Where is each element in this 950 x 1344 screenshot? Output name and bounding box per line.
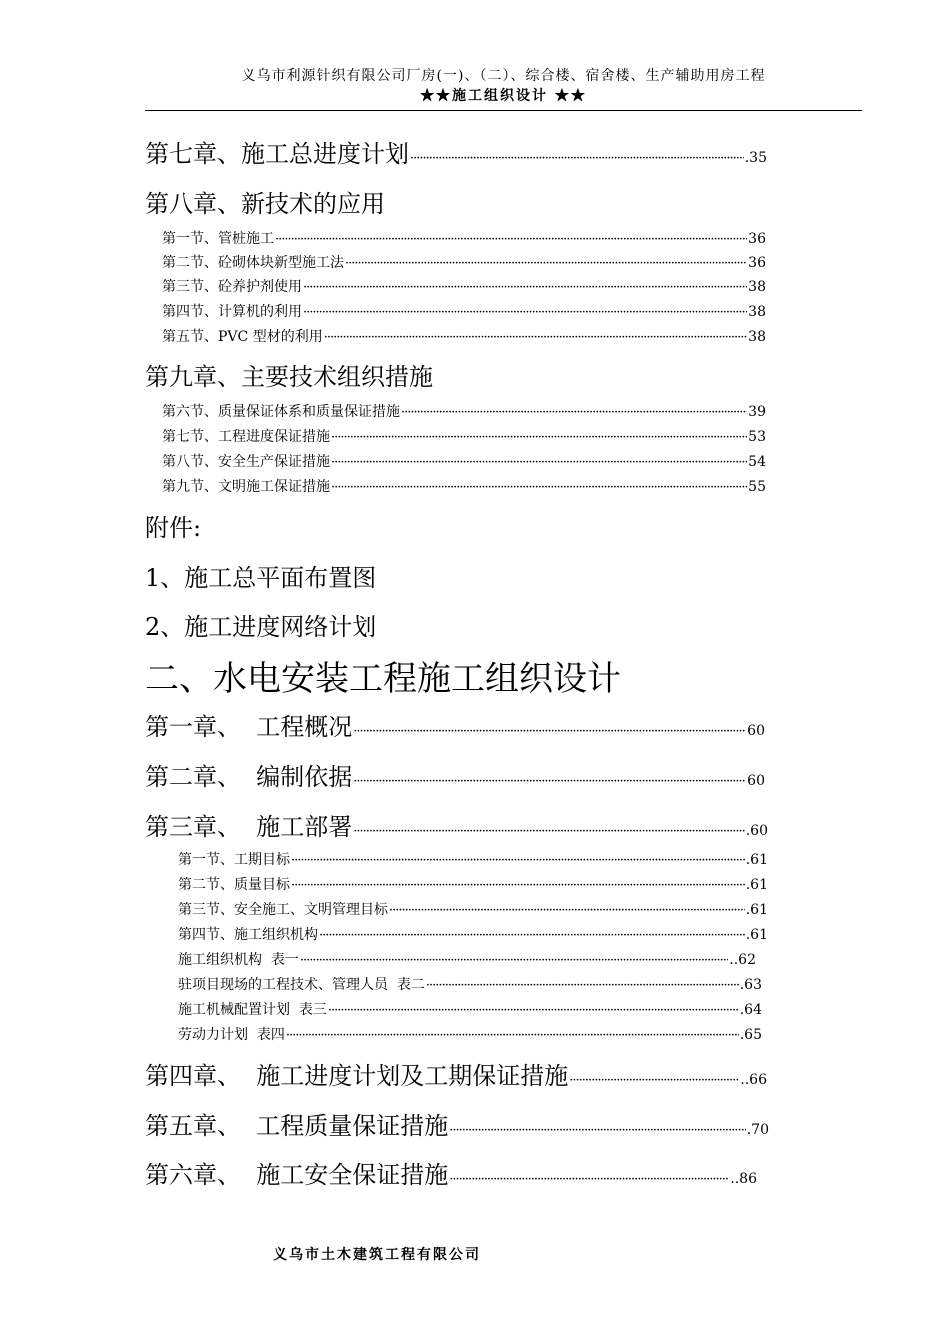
toc-leader [353, 774, 746, 789]
page-header [145, 66, 862, 106]
toc-label: 施工组织机构 表一 [178, 952, 299, 968]
toc-leader [569, 1073, 739, 1088]
toc-leader [331, 480, 747, 495]
toc-leader [291, 878, 745, 893]
toc-chapter-4[interactable] [145, 1056, 767, 1091]
toc-chapter-5[interactable] [145, 1106, 769, 1141]
toc-label: 施工机械配置计划 表三 [178, 1002, 327, 1018]
toc-page: ..66 [740, 1072, 767, 1088]
toc-page: 36 [748, 255, 766, 271]
toc-page: 55 [748, 479, 766, 495]
toc-section[interactable] [162, 426, 766, 446]
toc-label: 第五章、 工程质量保证措施 [145, 1112, 449, 1140]
toc-leader [353, 824, 744, 839]
toc-page: .70 [746, 1122, 769, 1138]
toc-page: 60 [747, 723, 765, 739]
toc-label: 第二节、砼砌体块新型施工法 [162, 255, 344, 271]
toc-label: 第六章、 施工安全保证措施 [145, 1161, 449, 1189]
toc-chapter-3[interactable] [145, 807, 768, 842]
toc-leader [331, 430, 747, 445]
toc-section[interactable] [178, 849, 768, 869]
toc-label: 驻项目现场的工程技术、管理人员 表二 [178, 977, 425, 993]
attachment-item[interactable]: 2、施工进度网络计划 [145, 613, 377, 641]
toc-label: 第三节、安全施工、文明管理目标 [178, 902, 388, 918]
toc-section[interactable] [162, 476, 766, 496]
toc-leader [328, 1003, 739, 1018]
toc-page: ..62 [729, 952, 756, 968]
header-doc-title: ★★施工组织设计 ★★ [420, 88, 587, 104]
toc-page: .35 [744, 150, 767, 166]
header-divider [145, 110, 862, 111]
toc-page: .61 [745, 902, 768, 918]
toc-section[interactable] [162, 451, 766, 471]
toc-label: 第四节、施工组织机构 [178, 927, 318, 943]
toc-page: 38 [748, 304, 766, 320]
toc-label: 第八节、安全生产保证措施 [162, 454, 330, 470]
toc-leader [389, 903, 745, 918]
toc-label: 第七节、工程进度保证措施 [162, 429, 330, 445]
toc-section[interactable] [162, 301, 766, 321]
toc-label: 劳动力计划 表四 [178, 1027, 285, 1043]
toc-page: 54 [748, 454, 766, 470]
toc-label: 第一章、 工程概况 [145, 713, 353, 741]
toc-leader [275, 232, 747, 247]
toc-page: .64 [739, 1002, 762, 1018]
toc-page: .61 [745, 877, 768, 893]
toc-page: 39 [748, 404, 766, 420]
toc-section[interactable] [162, 401, 766, 421]
toc-leader [324, 330, 747, 345]
toc-section[interactable] [178, 924, 768, 944]
toc-section[interactable] [162, 326, 766, 346]
toc-label: 第三章、 施工部署 [145, 813, 353, 841]
toc-section[interactable] [162, 252, 766, 272]
toc-leader [303, 280, 747, 295]
toc-page: .61 [745, 927, 768, 943]
toc-label: 第一节、工期目标 [178, 852, 290, 868]
toc-leader [286, 1028, 739, 1043]
toc-page: .65 [739, 1027, 762, 1043]
toc-chapter-8[interactable]: 第八章、新技术的应用 [145, 190, 385, 218]
toc-page: 38 [748, 329, 766, 345]
toc-leader [426, 978, 739, 993]
toc-page: .60 [745, 823, 768, 839]
toc-table-entry[interactable] [178, 949, 756, 969]
toc-leader [353, 724, 746, 739]
toc-label: 第二节、质量目标 [178, 877, 290, 893]
toc-leader [319, 928, 745, 943]
toc-page: ..86 [730, 1171, 757, 1187]
toc-leader [449, 1123, 745, 1138]
toc-chapter-1[interactable] [145, 707, 765, 742]
toc-label: 第一节、管桩施工 [162, 231, 274, 247]
toc-label: 第三节、砼养护剂使用 [162, 279, 302, 295]
toc-table-entry[interactable] [178, 999, 762, 1019]
toc-section[interactable] [178, 899, 768, 919]
toc-label: 第五节、PVC 型材的利用 [162, 329, 323, 345]
toc-leader [410, 151, 744, 166]
toc-label: 第九节、文明施工保证措施 [162, 479, 330, 495]
toc-chapter-7[interactable] [145, 134, 767, 169]
footer-company-name: 义乌市土木建筑工程有限公司 [273, 1247, 481, 1263]
toc-leader [345, 256, 747, 271]
toc-leader [300, 953, 728, 968]
toc-page: 38 [748, 279, 766, 295]
attachments-heading: 附件: [145, 514, 202, 542]
attachment-item[interactable]: 1、施工总平面布置图 [145, 564, 377, 592]
toc-leader [401, 405, 747, 420]
toc-label: 第四节、计算机的利用 [162, 304, 302, 320]
toc-leader [331, 455, 747, 470]
section-title-plumbing-electrical: 二、水电安装工程施工组织设计 [145, 659, 621, 699]
toc-page: 53 [748, 429, 766, 445]
toc-chapter-6[interactable] [145, 1155, 757, 1190]
toc-page: 36 [748, 231, 766, 247]
toc-label: 第七章、施工总进度计划 [145, 140, 409, 168]
toc-page: 60 [747, 773, 765, 789]
header-project-title: 义乌市利源针织有限公司厂房(一)、（二）、综合楼、宿舍楼、生产辅助用房工程 [241, 68, 766, 84]
toc-chapter-9[interactable]: 第九章、主要技术组织措施 [145, 363, 433, 391]
toc-label: 第六节、质量保证体系和质量保证措施 [162, 404, 400, 420]
toc-chapter-2[interactable] [145, 757, 765, 792]
toc-table-entry[interactable] [178, 974, 762, 994]
toc-label: 第四章、 施工进度计划及工期保证措施 [145, 1062, 569, 1090]
toc-section[interactable] [162, 228, 766, 248]
toc-leader [303, 305, 747, 320]
toc-label: 第二章、 编制依据 [145, 763, 353, 791]
toc-page: .63 [739, 977, 762, 993]
toc-leader [291, 853, 745, 868]
toc-page: .61 [745, 852, 768, 868]
toc-section[interactable] [178, 874, 768, 894]
toc-section[interactable] [162, 276, 766, 296]
toc-leader [449, 1172, 729, 1187]
toc-table-entry[interactable] [178, 1024, 762, 1044]
